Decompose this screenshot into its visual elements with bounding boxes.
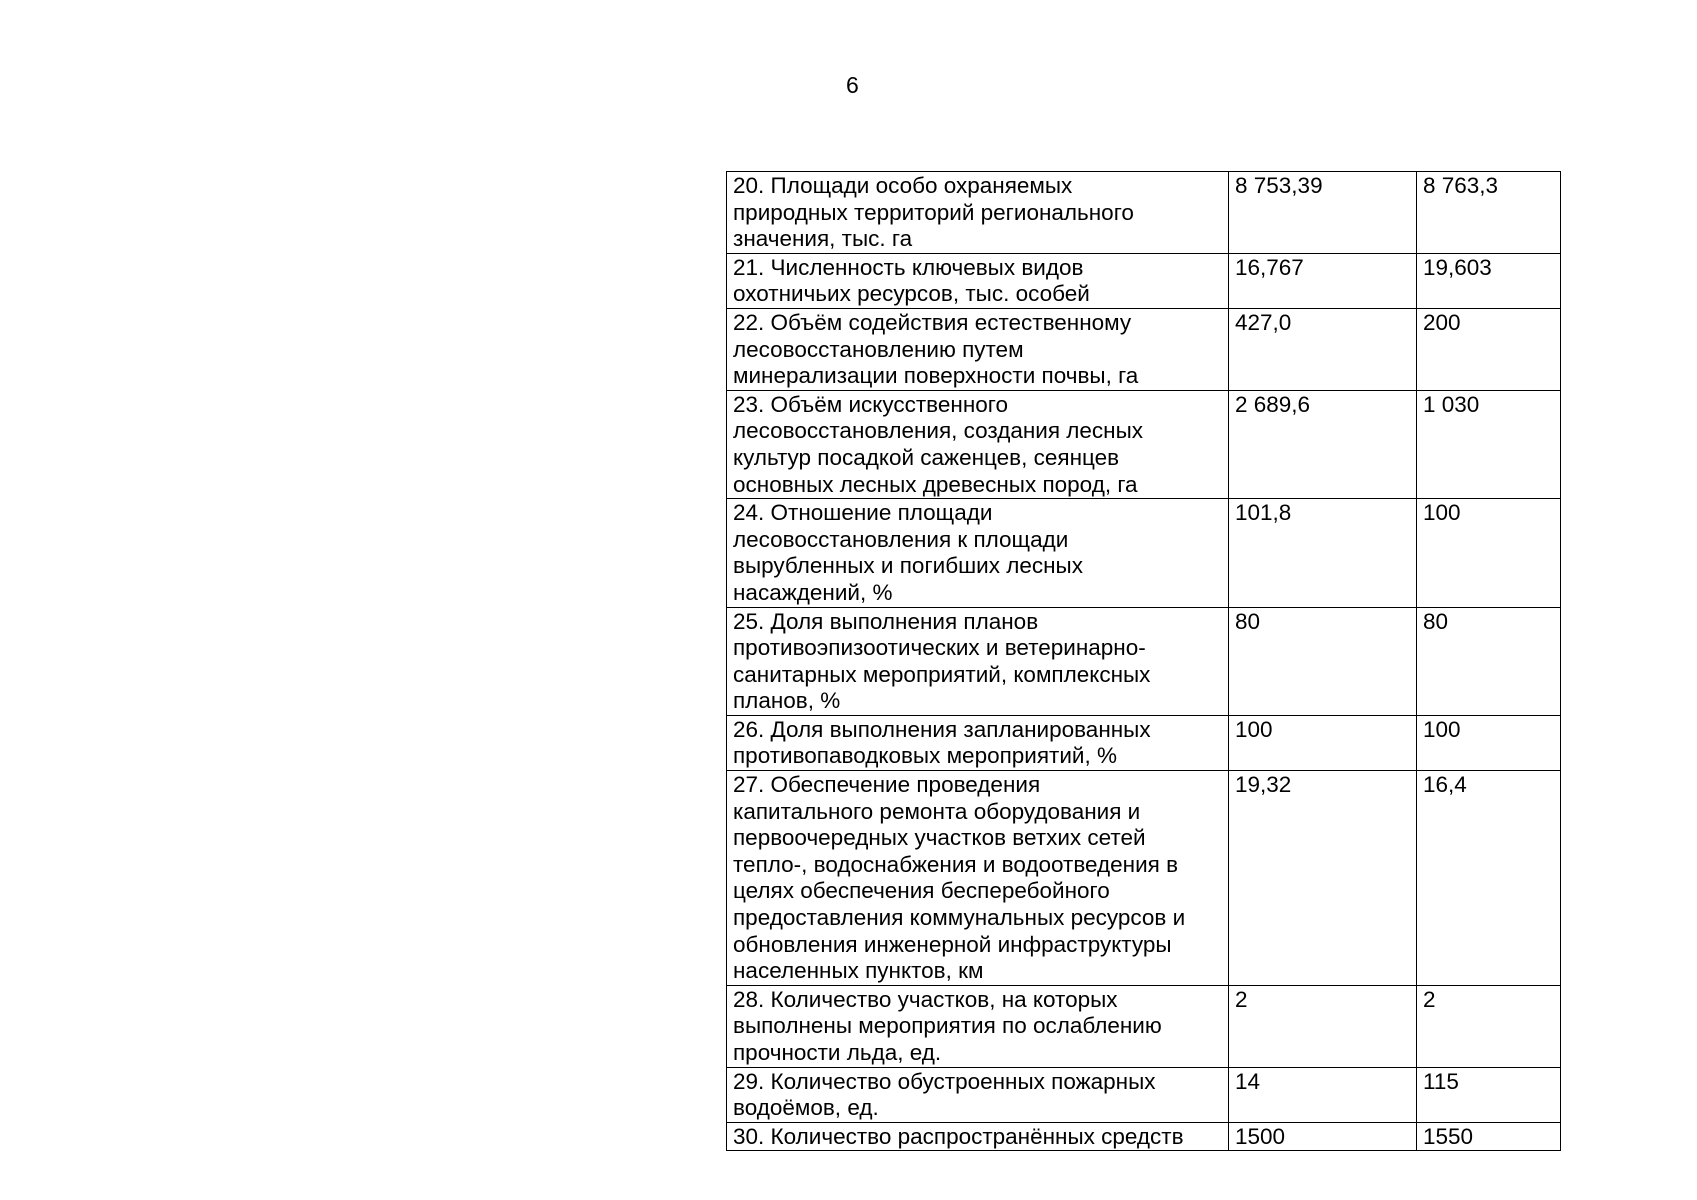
value-column-2-cell: 19,603 — [1417, 253, 1561, 308]
table-row — [727, 715, 1561, 770]
value-column-2-cell: 80 — [1417, 607, 1561, 715]
table-row — [727, 390, 1561, 498]
value-column-1-cell: 100 — [1229, 715, 1417, 770]
indicator-name-cell: 21. Численность ключевых видов охотничьих ресурсов, тыс. особей — [727, 253, 1229, 308]
value-column-2-cell: 8 763,3 — [1417, 172, 1561, 254]
value-column-1-cell: 8 753,39 — [1229, 172, 1417, 254]
table-row — [727, 172, 1561, 254]
indicator-name-cell: 25. Доля выполнения планов противоэпизоотических и ветеринарно- санитарных мероприятий, комплексных планов, % — [727, 607, 1229, 715]
value-column-2-cell: 115 — [1417, 1067, 1561, 1122]
indicator-name-cell: 27. Обеспечение проведения капитального ремонта оборудования и первоочередных участков ветхих сетей тепло-, водоснабжения и водоотведения в целях обеспечения бесперебойного предоставления коммунальных ресурсов и обновления инженерной инфраструктуры населенных пунктов, км — [727, 771, 1229, 986]
value-column-1-cell: 427,0 — [1229, 308, 1417, 390]
table-row — [727, 1067, 1561, 1122]
indicator-name-cell: 30. Количество распространённых средств — [727, 1122, 1229, 1151]
value-column-1-cell: 19,32 — [1229, 771, 1417, 986]
value-column-2-cell: 200 — [1417, 308, 1561, 390]
value-column-1-cell: 80 — [1229, 607, 1417, 715]
value-column-2-cell: 2 — [1417, 985, 1561, 1067]
value-column-1-cell: 14 — [1229, 1067, 1417, 1122]
value-column-2-cell: 1550 — [1417, 1122, 1561, 1151]
table-row — [727, 1122, 1561, 1151]
value-column-1-cell: 16,767 — [1229, 253, 1417, 308]
indicator-name-cell: 28. Количество участков, на которых выполнены мероприятия по ослаблению прочности льда, ед. — [727, 985, 1229, 1067]
value-column-2-cell: 1 030 — [1417, 390, 1561, 498]
indicator-name-cell: 23. Объём искусственного лесовосстановления, создания лесных культур посадкой саженцев, сеянцев основных лесных древесных пород, га — [727, 390, 1229, 498]
indicator-name-cell: 26. Доля выполнения запланированных противопаводковых мероприятий, % — [727, 715, 1229, 770]
value-column-1-cell: 2 — [1229, 985, 1417, 1067]
indicator-name-cell: 29. Количество обустроенных пожарных водоёмов, ед. — [727, 1067, 1229, 1122]
table-row — [727, 253, 1561, 308]
page-number: 6 — [846, 72, 859, 98]
table-row — [727, 308, 1561, 390]
value-column-1-cell: 101,8 — [1229, 499, 1417, 607]
table-row — [727, 607, 1561, 715]
indicator-name-cell: 22. Объём содействия естественному лесовосстановлению путем минерализации поверхности почвы, га — [727, 308, 1229, 390]
value-column-2-cell: 16,4 — [1417, 771, 1561, 986]
indicators-table — [726, 171, 1561, 1151]
indicator-name-cell: 20. Площади особо охраняемых природных территорий регионального значения, тыс. га — [727, 172, 1229, 254]
table-row — [727, 771, 1561, 986]
value-column-2-cell: 100 — [1417, 715, 1561, 770]
table-row — [727, 985, 1561, 1067]
value-column-1-cell: 2 689,6 — [1229, 390, 1417, 498]
indicator-name-cell: 24. Отношение площади лесовосстановления к площади вырубленных и погибших лесных насаждений, % — [727, 499, 1229, 607]
value-column-2-cell: 100 — [1417, 499, 1561, 607]
table-row — [727, 499, 1561, 607]
value-column-1-cell: 1500 — [1229, 1122, 1417, 1151]
